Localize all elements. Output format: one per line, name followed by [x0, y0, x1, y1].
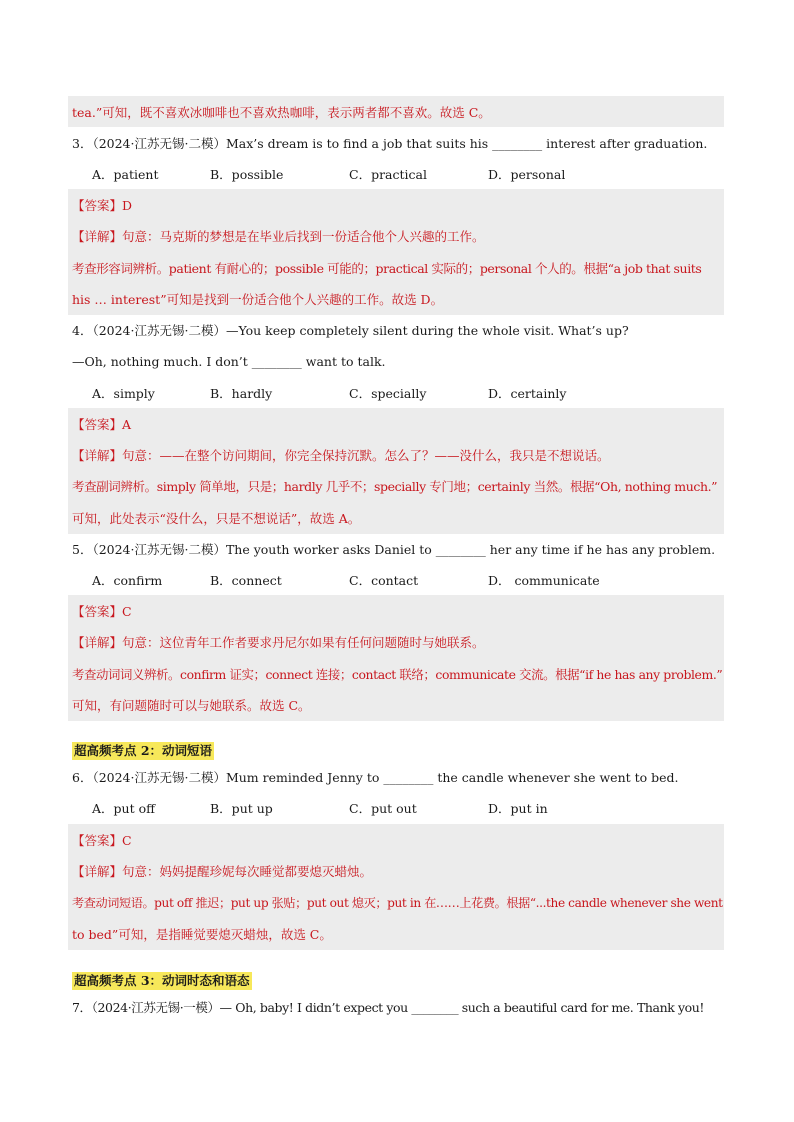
- option-a: A．simply: [92, 386, 155, 401]
- option-c: C．contact: [349, 573, 419, 588]
- question-stem: 6．（2024·江苏无锡·二模）Mum reminded Jenny to ________ the candle whenever she went to bed.: [72, 770, 679, 785]
- option-d: D．put in: [488, 801, 548, 816]
- option-c: C．put out: [349, 801, 417, 816]
- option-d: D．certainly: [488, 386, 567, 401]
- section-heading: 超高频考点 2：动词短语: [74, 743, 213, 758]
- option-a: A．patient: [92, 167, 159, 182]
- question-stem: —Oh, nothing much. I don’t ________ want to talk.: [72, 354, 386, 369]
- option-a: A．confirm: [92, 573, 163, 588]
- answer-label: 【答案】C: [72, 604, 132, 619]
- detail-line: to bed”可知，是指睡觉要熄灭蜡烛，故选 C。: [72, 927, 332, 942]
- option-d: D． communicate: [488, 573, 600, 588]
- option-a: A．put off: [92, 801, 155, 816]
- detail-line: 【详解】句意：这位青年工作者要求丹尼尔如果有任何问题随时与她联系。: [72, 635, 485, 650]
- answer-label: 【答案】A: [72, 417, 132, 432]
- option-c: C．practical: [349, 167, 427, 182]
- detail-line: 考查动词词义辨析。confirm 证实；connect 连接；contact 联络；communicate 交流。根据“if he has any problem.”: [72, 667, 723, 682]
- question-stem: 7．（2024·江苏无锡·一模）— Oh, baby! I didn’t expect you ________ such a beautiful card for me. Thank you!: [72, 1000, 705, 1015]
- option-b: B．connect: [210, 573, 282, 588]
- option-b: B．possible: [210, 167, 284, 182]
- answer-label: 【答案】D: [72, 198, 133, 213]
- detail-line: 【详解】句意：——在整个访问期间，你完全保持沉默。怎么了？——没什么，我只是不想说话。: [72, 448, 610, 463]
- question-stem: 3．（2024·江苏无锡·二模）Max’s dream is to find a job that suits his ________ interest after graduation.: [72, 136, 708, 151]
- detail-line: 可知，有问题随时可以与她联系。故选 C。: [72, 698, 311, 713]
- question-stem: 5．（2024·江苏无锡·二模）The youth worker asks Daniel to ________ her any time if he has any problem.: [72, 542, 716, 557]
- question-stem: 4．（2024·江苏无锡·二模）—You keep completely silent during the whole visit. What’s up?: [72, 323, 629, 338]
- detail-line: his … interest”可知是找到一份适合他个人兴趣的工作。故选 D。: [72, 292, 444, 307]
- detail-line: 可知，此处表示“没什么，只是不想说话”，故选 A。: [72, 511, 361, 526]
- answer-label: 【答案】C: [72, 833, 132, 848]
- detail-line: 【详解】句意：马克斯的梦想是在毕业后找到一份适合他个人兴趣的工作。: [72, 229, 485, 244]
- detail-line: 考查副词辨析。simply 简单地，只是；hardly 几乎不；specially 专门地；certainly 当然。根据“Oh, nothing much.”: [72, 479, 718, 494]
- option-b: B．put up: [210, 801, 273, 816]
- detail-line: 考查动词短语。put off 推迟；put up 张贴；put out 熄灭；put in 在……上花费。根据“...the candle whenever she went: [72, 896, 723, 910]
- section-heading: 超高频考点 3：动词时态和语态: [74, 973, 250, 988]
- option-d: D．personal: [488, 167, 566, 182]
- option-c: C．specially: [349, 386, 427, 401]
- detail-line: 【详解】句意：妈妈提醒珍妮每次睡觉都要熄灭蜡烛。: [72, 864, 373, 879]
- option-b: B．hardly: [210, 386, 273, 401]
- detail-line: 考查形容词辨析。patient 有耐心的；possible 可能的；practical 实际的；personal 个人的。根据“a job that suits: [72, 261, 702, 276]
- detail-line: tea.”可知，既不喜欢冰咖啡也不喜欢热咖啡，表示两者都不喜欢。故选 C。: [72, 105, 491, 120]
